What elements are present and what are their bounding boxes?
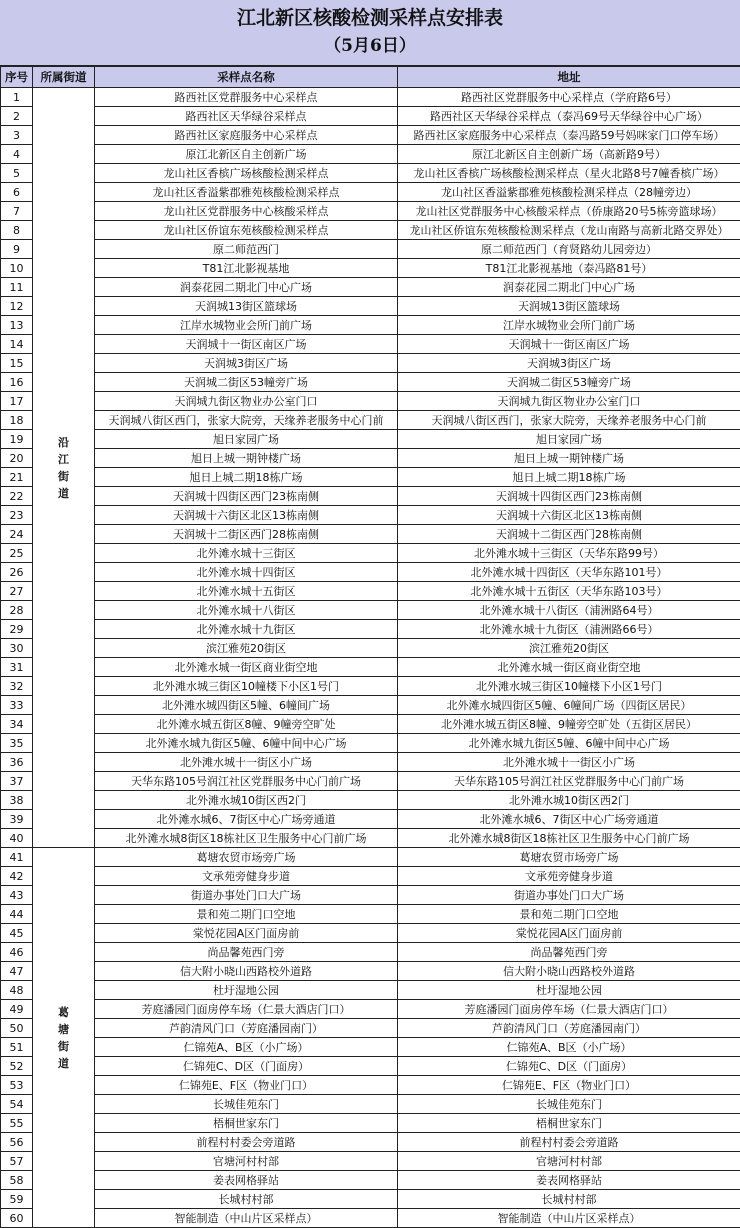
site-address: 原江北新区自主创新广场（高新路9号） bbox=[398, 145, 740, 164]
row-number: 29 bbox=[1, 620, 33, 639]
row-number: 40 bbox=[1, 829, 33, 848]
row-number: 8 bbox=[1, 221, 33, 240]
site-name: 路西社区家庭服务中心采样点 bbox=[95, 126, 398, 145]
row-number: 48 bbox=[1, 981, 33, 1000]
row-number: 51 bbox=[1, 1038, 33, 1057]
table-row bbox=[1, 848, 740, 867]
table-row bbox=[1, 164, 740, 183]
table-row bbox=[1, 1114, 740, 1133]
site-name: 景和苑二期门口空地 bbox=[95, 905, 398, 924]
table-row bbox=[1, 183, 740, 202]
site-name: 滨江雅苑20街区 bbox=[95, 639, 398, 658]
site-address: 尚品馨苑西门旁 bbox=[398, 943, 740, 962]
table-row bbox=[1, 449, 740, 468]
site-name: 旭日上城一期钟楼广场 bbox=[95, 449, 398, 468]
row-number: 36 bbox=[1, 753, 33, 772]
row-number: 52 bbox=[1, 1057, 33, 1076]
table-body bbox=[1, 88, 740, 1228]
site-name: 龙山社区侨谊东苑核酸检测采样点 bbox=[95, 221, 398, 240]
table-row bbox=[1, 563, 740, 582]
site-address: 北外滩水城十五街区（天华东路103号） bbox=[398, 582, 740, 601]
site-address: 仁锦苑E、F区（物业门口） bbox=[398, 1076, 740, 1095]
site-address: 北外滩水城一街区商业街空地 bbox=[398, 658, 740, 677]
site-address: 天润城13街区篮球场 bbox=[398, 297, 740, 316]
table-row bbox=[1, 1133, 740, 1152]
site-name: 北外滩水城十一街区小广场 bbox=[95, 753, 398, 772]
row-number: 39 bbox=[1, 810, 33, 829]
site-address: 旭日家园广场 bbox=[398, 430, 740, 449]
site-name: 天润城八街区西门，张家大院旁，天缘养老服务中心门前 bbox=[95, 411, 398, 430]
site-address: 路西社区党群服务中心采样点（学府路6号） bbox=[398, 88, 740, 107]
table-row bbox=[1, 278, 740, 297]
row-number: 44 bbox=[1, 905, 33, 924]
table-row bbox=[1, 506, 740, 525]
table-row bbox=[1, 924, 740, 943]
table-row bbox=[1, 392, 740, 411]
site-name: 龙山社区香溢紫郡雅苑核酸检测采样点 bbox=[95, 183, 398, 202]
site-name: 北外滩水城一街区商业街空地 bbox=[95, 658, 398, 677]
site-name: 街道办事处门口大广场 bbox=[95, 886, 398, 905]
site-name: 天润城十一街区南区广场 bbox=[95, 335, 398, 354]
site-name: 江岸水城物业会所门前广场 bbox=[95, 316, 398, 335]
table-row bbox=[1, 677, 740, 696]
row-number: 27 bbox=[1, 582, 33, 601]
row-number: 60 bbox=[1, 1209, 33, 1228]
table-row bbox=[1, 1076, 740, 1095]
row-number: 25 bbox=[1, 544, 33, 563]
row-number: 2 bbox=[1, 107, 33, 126]
site-address: 北外滩水城8街区18栋社区卫生服务中心门前广场 bbox=[398, 829, 740, 848]
site-address: 姜表网格驿站 bbox=[398, 1171, 740, 1190]
row-number: 49 bbox=[1, 1000, 33, 1019]
table-row bbox=[1, 886, 740, 905]
table-row bbox=[1, 544, 740, 563]
row-number: 32 bbox=[1, 677, 33, 696]
table-row bbox=[1, 202, 740, 221]
site-name: 北外滩水城8街区18栋社区卫生服务中心门前广场 bbox=[95, 829, 398, 848]
site-address: 北外滩水城十八街区（浦洲路64号） bbox=[398, 601, 740, 620]
site-name: 北外滩水城十四街区 bbox=[95, 563, 398, 582]
site-address: 景和苑二期门口空地 bbox=[398, 905, 740, 924]
row-number: 57 bbox=[1, 1152, 33, 1171]
row-number: 20 bbox=[1, 449, 33, 468]
site-address: T81江北影视基地（泰冯路81号） bbox=[398, 259, 740, 278]
site-address: 仁锦苑C、D区（门面房） bbox=[398, 1057, 740, 1076]
site-name: 北外滩水城6、7街区中心广场旁通道 bbox=[95, 810, 398, 829]
site-name: 智能制造（中山片区采样点） bbox=[95, 1209, 398, 1228]
site-name: 润泰花园二期北门中心广场 bbox=[95, 278, 398, 297]
row-number: 15 bbox=[1, 354, 33, 373]
table-row bbox=[1, 145, 740, 164]
table-row bbox=[1, 335, 740, 354]
site-address: 龙山社区香槟广场核酸检测采样点（星火北路8号7幢香槟广场） bbox=[398, 164, 740, 183]
site-address: 天润城十一街区南区广场 bbox=[398, 335, 740, 354]
site-address: 路西社区天华绿谷采样点（泰冯69号天华绿谷中心广场） bbox=[398, 107, 740, 126]
street-cell bbox=[33, 848, 95, 1228]
site-name: 文承苑旁健身步道 bbox=[95, 867, 398, 886]
site-name: 原二师范西门 bbox=[95, 240, 398, 259]
row-number: 53 bbox=[1, 1076, 33, 1095]
site-address: 滨江雅苑20街区 bbox=[398, 639, 740, 658]
site-address: 天润城3街区广场 bbox=[398, 354, 740, 373]
table-row bbox=[1, 962, 740, 981]
site-name: 旭日家园广场 bbox=[95, 430, 398, 449]
site-address: 旭日上城二期18栋广场 bbox=[398, 468, 740, 487]
table-row bbox=[1, 221, 740, 240]
site-address: 北外滩水城三街区10幢楼下小区1号门 bbox=[398, 677, 740, 696]
site-address: 北外滩水城6、7街区中心广场旁通道 bbox=[398, 810, 740, 829]
site-name: 天润城十二街区西门28栋南侧 bbox=[95, 525, 398, 544]
row-number: 5 bbox=[1, 164, 33, 183]
table-row bbox=[1, 696, 740, 715]
site-address: 龙山社区侨谊东苑核酸检测采样点（龙山南路与高新北路交界处） bbox=[398, 221, 740, 240]
site-name: 龙山社区香槟广场核酸检测采样点 bbox=[95, 164, 398, 183]
site-address: 杜圩湿地公园 bbox=[398, 981, 740, 1000]
site-name: 棠悦花园A区门面房前 bbox=[95, 924, 398, 943]
site-address: 润泰花园二期北门中心广场 bbox=[398, 278, 740, 297]
row-number: 43 bbox=[1, 886, 33, 905]
row-number: 34 bbox=[1, 715, 33, 734]
sampling-sites-table bbox=[0, 66, 740, 1228]
site-address: 天润城八街区西门，张家大院旁，天缘养老服务中心门前 bbox=[398, 411, 740, 430]
row-number: 37 bbox=[1, 772, 33, 791]
table-row bbox=[1, 373, 740, 392]
site-address: 路西社区家庭服务中心采样点（泰冯路59号妈咪家门口停车场） bbox=[398, 126, 740, 145]
site-address: 旭日上城一期钟楼广场 bbox=[398, 449, 740, 468]
site-address: 仁锦苑A、B区（小广场） bbox=[398, 1038, 740, 1057]
site-name: 原江北新区自主创新广场 bbox=[95, 145, 398, 164]
street-name-char: 道 bbox=[33, 1055, 94, 1072]
site-address: 天润城十二街区西门28栋南侧 bbox=[398, 525, 740, 544]
street-name-char: 葛 bbox=[33, 1004, 94, 1021]
table-row bbox=[1, 259, 740, 278]
table-header-row bbox=[1, 67, 740, 88]
row-number: 13 bbox=[1, 316, 33, 335]
title-block bbox=[0, 0, 740, 66]
table-row bbox=[1, 658, 740, 677]
site-name: 北外滩水城九街区5幢、6幢中间中心广场 bbox=[95, 734, 398, 753]
site-name: 北外滩水城十九街区 bbox=[95, 620, 398, 639]
table-row bbox=[1, 829, 740, 848]
site-name: 天润城13街区篮球场 bbox=[95, 297, 398, 316]
site-name: 天润城十六街区北区13栋南侧 bbox=[95, 506, 398, 525]
row-number: 46 bbox=[1, 943, 33, 962]
site-address: 芳庭潘园门面房停车场（仁景大酒店门口） bbox=[398, 1000, 740, 1019]
site-name: 北外滩水城十三街区 bbox=[95, 544, 398, 563]
site-address: 前程村村委会旁道路 bbox=[398, 1133, 740, 1152]
row-number: 17 bbox=[1, 392, 33, 411]
row-number: 19 bbox=[1, 430, 33, 449]
row-number: 35 bbox=[1, 734, 33, 753]
table-row bbox=[1, 1095, 740, 1114]
site-address: 智能制造（中山片区采样点） bbox=[398, 1209, 740, 1228]
street-name-char: 塘 bbox=[33, 1021, 94, 1038]
site-name: 北外滩水城五街区8幢、9幢旁空旷处 bbox=[95, 715, 398, 734]
street-name-char: 江 bbox=[33, 451, 94, 468]
site-address: 文承苑旁健身步道 bbox=[398, 867, 740, 886]
row-number: 38 bbox=[1, 791, 33, 810]
site-address: 北外滩水城五街区8幢、9幢旁空旷处（五街区居民） bbox=[398, 715, 740, 734]
row-number: 11 bbox=[1, 278, 33, 297]
row-number: 58 bbox=[1, 1171, 33, 1190]
row-number: 21 bbox=[1, 468, 33, 487]
table-row bbox=[1, 810, 740, 829]
site-name: 葛塘农贸市场旁广场 bbox=[95, 848, 398, 867]
table-row bbox=[1, 468, 740, 487]
street-name-char: 街 bbox=[33, 1038, 94, 1055]
site-name: 龙山社区党群服务中心核酸采样点 bbox=[95, 202, 398, 221]
page-title: 江北新区核酸检测采样点安排表 bbox=[0, 0, 740, 32]
site-address: 原二师范西门（育贤路幼儿园旁边） bbox=[398, 240, 740, 259]
site-address: 芦韵清风门口（芳庭潘园南门） bbox=[398, 1019, 740, 1038]
row-number: 59 bbox=[1, 1190, 33, 1209]
row-number: 7 bbox=[1, 202, 33, 221]
header-num: 序号 bbox=[1, 67, 33, 88]
header-name: 采样点名称 bbox=[95, 67, 398, 88]
site-name: 路西社区党群服务中心采样点 bbox=[95, 88, 398, 107]
site-address: 天润城二街区53幢旁广场 bbox=[398, 373, 740, 392]
site-address: 长城佳苑东门 bbox=[398, 1095, 740, 1114]
table-row bbox=[1, 1190, 740, 1209]
row-number: 47 bbox=[1, 962, 33, 981]
site-address: 信大附小晓山西路校外道路 bbox=[398, 962, 740, 981]
row-number: 45 bbox=[1, 924, 33, 943]
site-name: 北外滩水城四街区5幢、6幢间广场 bbox=[95, 696, 398, 715]
site-name: 信大附小晓山西路校外道路 bbox=[95, 962, 398, 981]
site-address: 龙山社区香溢紫郡雅苑核酸检测采样点（28幢旁边） bbox=[398, 183, 740, 202]
table-row bbox=[1, 1152, 740, 1171]
site-name: 长城村村部 bbox=[95, 1190, 398, 1209]
site-address: 葛塘农贸市场旁广场 bbox=[398, 848, 740, 867]
site-name: 仁锦苑E、F区（物业门口） bbox=[95, 1076, 398, 1095]
site-name: 芦韵清风门口（芳庭潘园南门） bbox=[95, 1019, 398, 1038]
site-name: 尚品馨苑西门旁 bbox=[95, 943, 398, 962]
row-number: 24 bbox=[1, 525, 33, 544]
street-name-char: 道 bbox=[33, 485, 94, 502]
site-name: 仁锦苑C、D区（门面房） bbox=[95, 1057, 398, 1076]
table-row bbox=[1, 1000, 740, 1019]
table-row bbox=[1, 107, 740, 126]
row-number: 41 bbox=[1, 848, 33, 867]
row-number: 12 bbox=[1, 297, 33, 316]
page-subtitle: （5月6日） bbox=[0, 32, 740, 60]
row-number: 3 bbox=[1, 126, 33, 145]
site-address: 长城村村部 bbox=[398, 1190, 740, 1209]
site-address: 天润城十四街区西门23栋南侧 bbox=[398, 487, 740, 506]
table-row bbox=[1, 867, 740, 886]
table-row bbox=[1, 715, 740, 734]
row-number: 9 bbox=[1, 240, 33, 259]
site-name: 天润城九街区物业办公室门口 bbox=[95, 392, 398, 411]
table-row bbox=[1, 905, 740, 924]
table-row bbox=[1, 639, 740, 658]
site-name: 天润城十四街区西门23栋南侧 bbox=[95, 487, 398, 506]
site-name: T81江北影视基地 bbox=[95, 259, 398, 278]
site-name: 旭日上城二期18栋广场 bbox=[95, 468, 398, 487]
row-number: 33 bbox=[1, 696, 33, 715]
table-row bbox=[1, 1209, 740, 1228]
row-number: 6 bbox=[1, 183, 33, 202]
site-address: 北外滩水城10街区西2门 bbox=[398, 791, 740, 810]
row-number: 23 bbox=[1, 506, 33, 525]
table-row bbox=[1, 753, 740, 772]
site-name: 长城佳苑东门 bbox=[95, 1095, 398, 1114]
site-name: 天华东路105号润江社区党群服务中心门前广场 bbox=[95, 772, 398, 791]
row-number: 30 bbox=[1, 639, 33, 658]
table-row bbox=[1, 240, 740, 259]
site-name: 仁锦苑A、B区（小广场） bbox=[95, 1038, 398, 1057]
site-address: 北外滩水城九街区5幢、6幢中间中心广场 bbox=[398, 734, 740, 753]
table-row bbox=[1, 582, 740, 601]
site-name: 前程村村委会旁道路 bbox=[95, 1133, 398, 1152]
site-address: 江岸水城物业会所门前广场 bbox=[398, 316, 740, 335]
table-row bbox=[1, 620, 740, 639]
site-address: 北外滩水城十九街区（浦洲路66号） bbox=[398, 620, 740, 639]
site-address: 天润城九街区物业办公室门口 bbox=[398, 392, 740, 411]
header-street: 所属街道 bbox=[33, 67, 95, 88]
row-number: 31 bbox=[1, 658, 33, 677]
table-row bbox=[1, 1038, 740, 1057]
site-address: 北外滩水城十三街区（天华东路99号） bbox=[398, 544, 740, 563]
site-name: 芳庭潘园门面房停车场（仁景大酒店门口） bbox=[95, 1000, 398, 1019]
table-row bbox=[1, 487, 740, 506]
site-name: 北外滩水城三街区10幢楼下小区1号门 bbox=[95, 677, 398, 696]
table-row bbox=[1, 1057, 740, 1076]
site-name: 北外滩水城10街区西2门 bbox=[95, 791, 398, 810]
row-number: 16 bbox=[1, 373, 33, 392]
street-name-char: 沿 bbox=[33, 434, 94, 451]
site-name: 天润城3街区广场 bbox=[95, 354, 398, 373]
table-row bbox=[1, 601, 740, 620]
table-row bbox=[1, 1019, 740, 1038]
row-number: 10 bbox=[1, 259, 33, 278]
site-name: 北外滩水城十八街区 bbox=[95, 601, 398, 620]
table-row bbox=[1, 411, 740, 430]
table-row bbox=[1, 88, 740, 107]
site-address: 天润城十六街区北区13栋南侧 bbox=[398, 506, 740, 525]
site-name: 杜圩湿地公园 bbox=[95, 981, 398, 1000]
row-number: 4 bbox=[1, 145, 33, 164]
site-address: 梧桐世家东门 bbox=[398, 1114, 740, 1133]
site-name: 北外滩水城十五街区 bbox=[95, 582, 398, 601]
row-number: 22 bbox=[1, 487, 33, 506]
table-row bbox=[1, 430, 740, 449]
site-address: 北外滩水城十一街区小广场 bbox=[398, 753, 740, 772]
table-row bbox=[1, 943, 740, 962]
row-number: 14 bbox=[1, 335, 33, 354]
site-address: 棠悦花园A区门面房前 bbox=[398, 924, 740, 943]
table-row bbox=[1, 791, 740, 810]
site-address: 龙山社区党群服务中心核酸采样点（侨康路20号5栋旁篮球场） bbox=[398, 202, 740, 221]
table-row bbox=[1, 734, 740, 753]
row-number: 50 bbox=[1, 1019, 33, 1038]
row-number: 42 bbox=[1, 867, 33, 886]
table-row bbox=[1, 297, 740, 316]
row-number: 55 bbox=[1, 1114, 33, 1133]
table-row bbox=[1, 772, 740, 791]
site-address: 天华东路105号润江社区党群服务中心门前广场 bbox=[398, 772, 740, 791]
site-address: 北外滩水城四街区5幢、6幢间广场（四街区居民） bbox=[398, 696, 740, 715]
site-name: 姜表网格驿站 bbox=[95, 1171, 398, 1190]
table-row bbox=[1, 354, 740, 373]
site-address: 官塘河村村部 bbox=[398, 1152, 740, 1171]
site-address: 北外滩水城十四街区（天华东路101号） bbox=[398, 563, 740, 582]
street-cell bbox=[33, 88, 95, 848]
site-name: 官塘河村村部 bbox=[95, 1152, 398, 1171]
row-number: 54 bbox=[1, 1095, 33, 1114]
row-number: 18 bbox=[1, 411, 33, 430]
table-row bbox=[1, 126, 740, 145]
table-row bbox=[1, 316, 740, 335]
site-name: 梧桐世家东门 bbox=[95, 1114, 398, 1133]
site-name: 路西社区天华绿谷采样点 bbox=[95, 107, 398, 126]
table-row bbox=[1, 981, 740, 1000]
row-number: 56 bbox=[1, 1133, 33, 1152]
site-address: 街道办事处门口大广场 bbox=[398, 886, 740, 905]
site-name: 天润城二街区53幢旁广场 bbox=[95, 373, 398, 392]
street-name-char: 街 bbox=[33, 468, 94, 485]
row-number: 1 bbox=[1, 88, 33, 107]
header-address: 地址 bbox=[398, 67, 740, 88]
row-number: 26 bbox=[1, 563, 33, 582]
table-row bbox=[1, 525, 740, 544]
row-number: 28 bbox=[1, 601, 33, 620]
table-row bbox=[1, 1171, 740, 1190]
